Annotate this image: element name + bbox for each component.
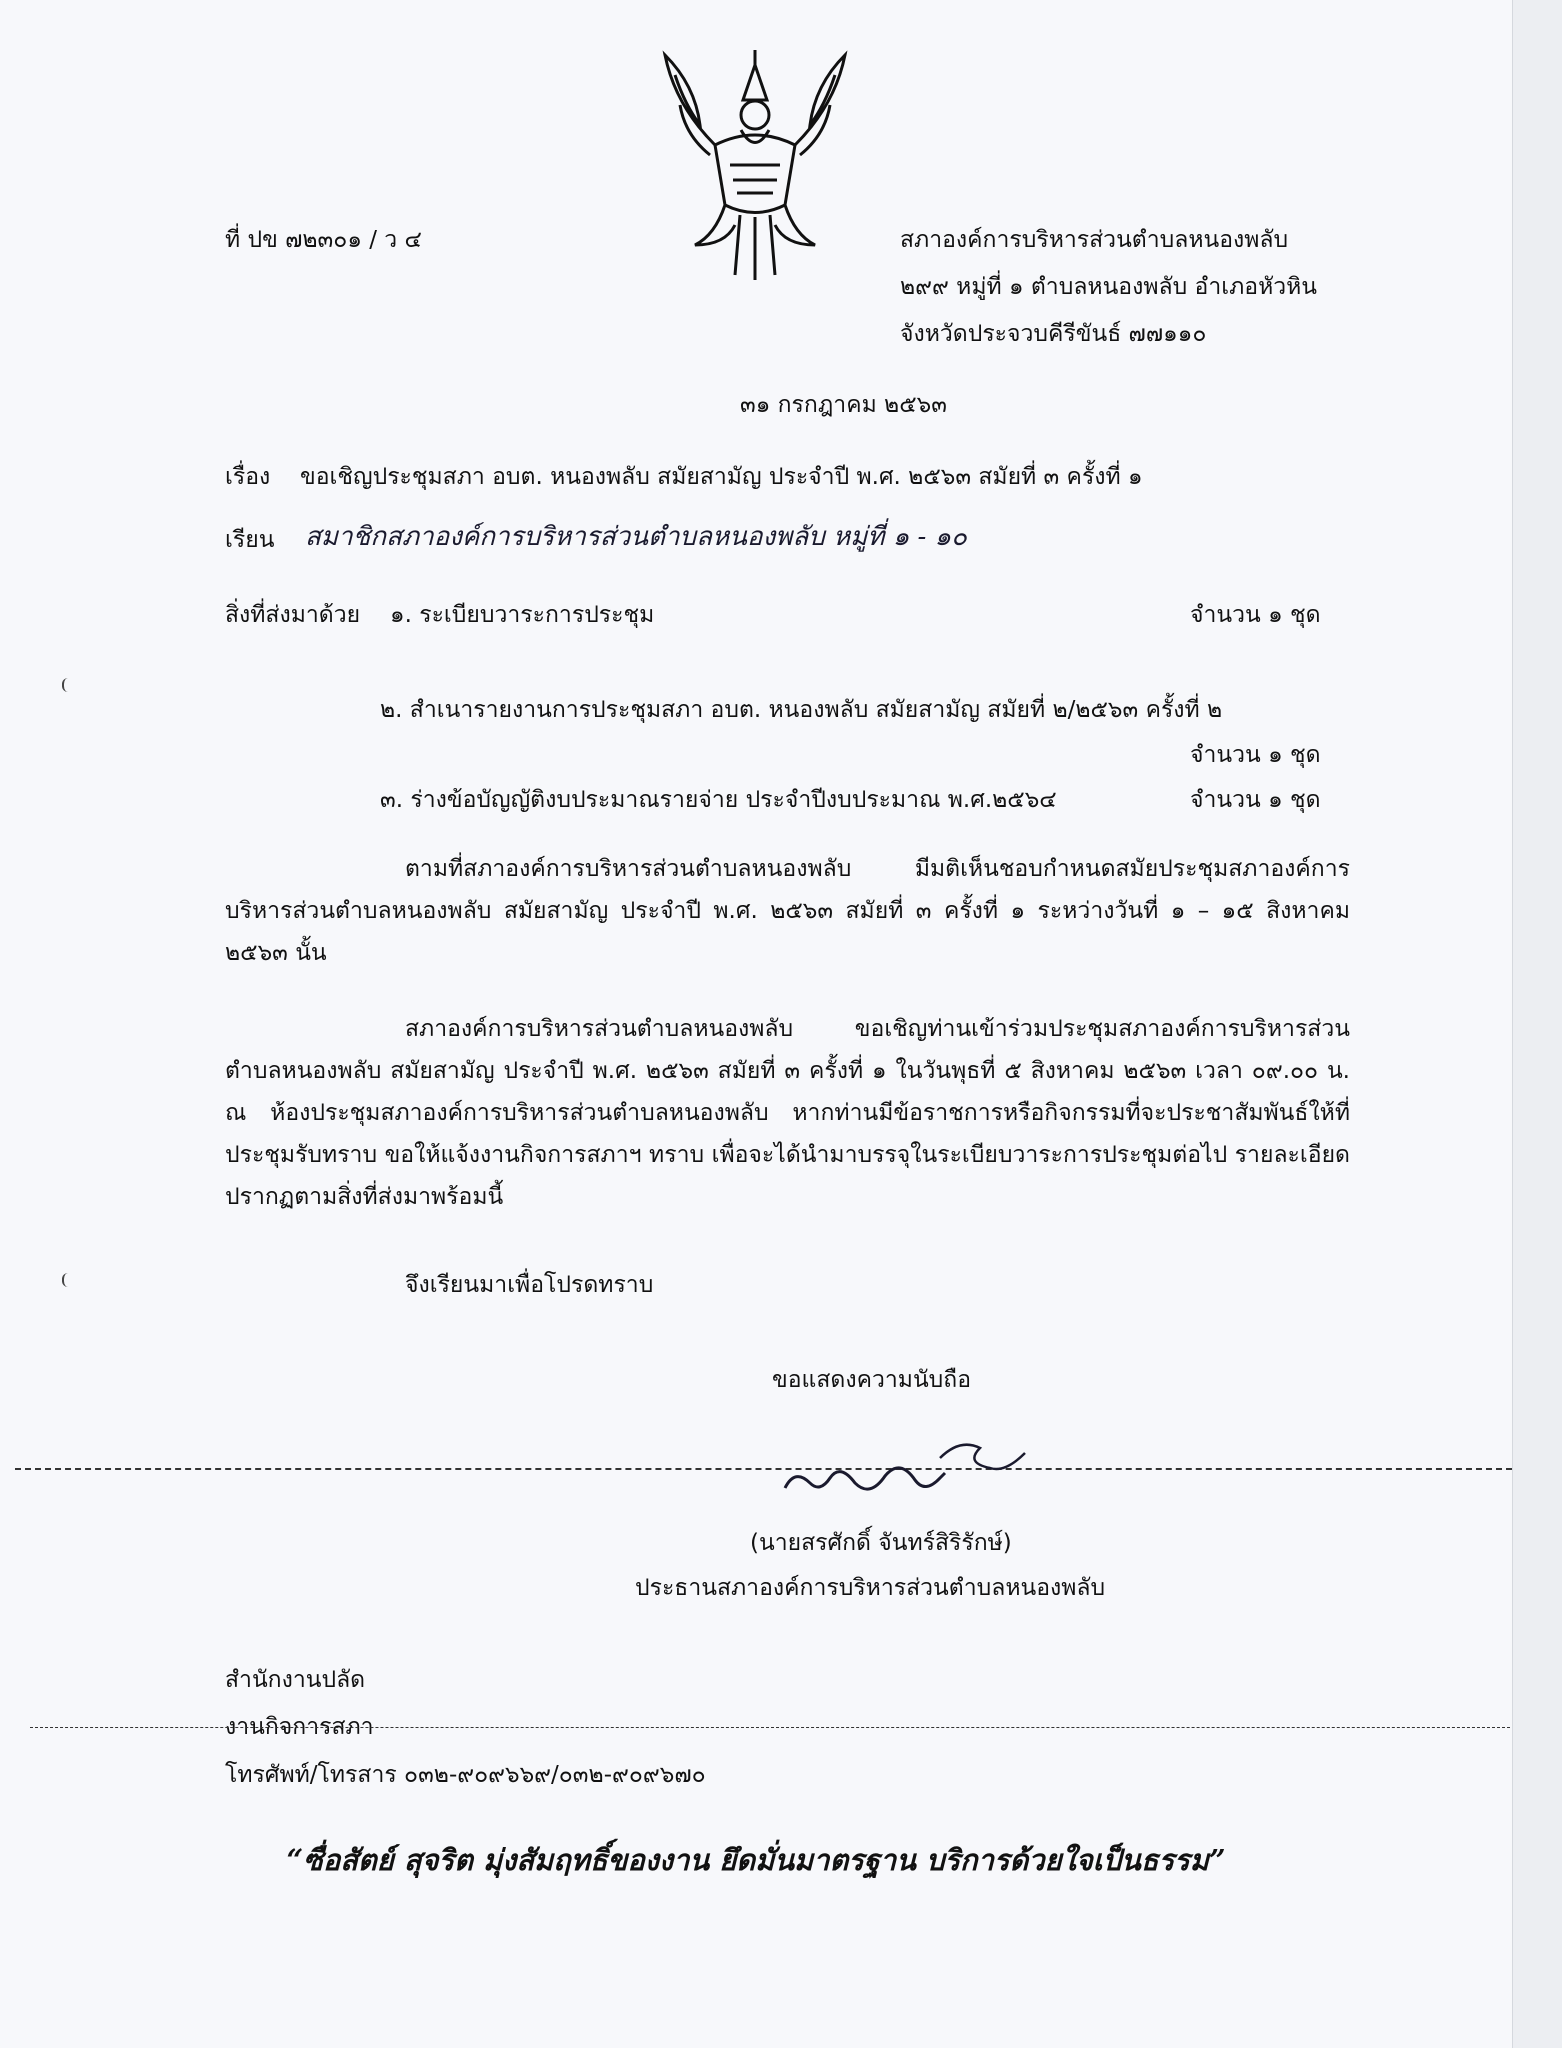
body-paragraph-2-text: สภาองค์การบริหารส่วนตำบลหนองพลับ ขอเชิญท่านเข้าร่วมประชุมสภาองค์การบริหารส่วนตำบลหนองพลับ สมัยสามัญ ประจำปี พ.ศ. ๒๕๖๓ สมัยที่ ๓ ครั้งที่ ๑ ในวันพุธที่ ๕ สิงหาคม ๒๕๖๓ เวลา ๐๙.๐๐ น. ณ ห้องประชุมสภาองค์การบริหารส่วนตำบลหนองพลับ หากท่านมีข้อราชการหรือกิจกรรมที่จะประชาสัมพันธ์ให้ที่ประชุมรับทราบ ขอให้แจ้งงานกิจการสภาฯ ทราบ เพื่อจะได้นำมาบรรจุในระเบียบวาระการประชุมต่อไป รายละเอียดปรากฏตามสิ่งที่ส่งมาพร้อมนี้: [225, 1016, 1350, 1210]
enclosure-qty-2: จำนวน ๑ ชุด: [1190, 742, 1321, 768]
recipient-handwritten: สมาชิกสภาองค์การบริหารส่วนตำบลหนองพลับ หมู่ที่ ๑ - ๑๐: [305, 522, 967, 552]
section-name: งานกิจการสภา: [225, 1714, 374, 1740]
scan-artifact-line-1: [15, 1468, 1512, 1470]
recipient-label: เรียน: [225, 527, 275, 553]
letter-date: ๓๑ กรกฎาคม ๒๕๖๓: [740, 392, 947, 418]
org-name: สภาองค์การบริหารส่วนตำบลหนองพลับ: [900, 227, 1289, 253]
scan-mark: [62, 1273, 74, 1287]
office-name: สำนักงานปลัด: [225, 1667, 366, 1693]
garuda-emblem-icon: [655, 45, 855, 285]
handwritten-signature: [775, 1428, 1035, 1508]
phone-fax: โทรศัพท์/โทรสาร ๐๓๒-๙๐๙๖๖๙/๐๓๒-๙๐๙๖๗๐: [225, 1762, 706, 1788]
signatory-title: ประธานสภาองค์การบริหารส่วนตำบลหนองพลับ: [635, 1575, 1106, 1601]
body-paragraph-1: [225, 848, 1350, 974]
body-paragraph-1-text: ตามที่สภาองค์การบริหารส่วนตำบลหนองพลับ มีมติเห็นชอบกำหนดสมัยประชุมสภาองค์การบริหารส่วนตำบลหนองพลับ สมัยสามัญ ประจำปี พ.ศ. ๒๕๖๓ สมัยที่ ๓ ครั้งที่ ๑ ระหว่างวันที่ ๑ – ๑๕ สิงหาคม ๒๕๖๓ นั้น: [225, 856, 1350, 966]
enclosure-qty-1: จำนวน ๑ ชุด: [1190, 602, 1321, 628]
body-paragraph-2: [225, 1008, 1350, 1218]
scan-page-edge: [1512, 0, 1562, 2048]
reference-number: ที่ ปข ๗๒๓๐๑ / ว ๔: [225, 227, 422, 253]
enclosure-item-3: ๓. ร่างข้อบัญญัติงบประมาณรายจ่าย ประจำปีงบประมาณ พ.ศ.๒๕๖๔: [380, 787, 1057, 813]
motto: “ซื่อสัตย์ สุจริต มุ่งสัมฤทธิ์ของงาน ยึดมั่นมาตรฐาน บริการด้วยใจเป็นธรรม”: [286, 1843, 1226, 1877]
enclosure-qty-3: จำนวน ๑ ชุด: [1190, 787, 1321, 813]
signatory-name: (นายสรศักดิ์ จันทร์สิริรักษ์): [750, 1530, 1012, 1556]
subject-label: เรื่อง: [225, 464, 271, 490]
address-line-1: ๒๙๙ หมู่ที่ ๑ ตำบลหนองพลับ อำเภอหัวหิน: [900, 274, 1318, 300]
enclosures-label: สิ่งที่ส่งมาด้วย: [225, 602, 361, 628]
salutation: ขอแสดงความนับถือ: [772, 1367, 972, 1393]
scan-mark: [62, 678, 74, 692]
enclosure-item-2: ๒. สำเนารายงานการประชุมสภา อบต. หนองพลับ สมัยสามัญ สมัยที่ ๒/๒๕๖๓ ครั้งที่ ๒: [380, 697, 1223, 723]
closing-line: จึงเรียนมาเพื่อโปรดทราบ: [405, 1272, 654, 1298]
subject-text: ขอเชิญประชุมสภา อบต. หนองพลับ สมัยสามัญ ประจำปี พ.ศ. ๒๕๖๓ สมัยที่ ๓ ครั้งที่ ๑: [300, 464, 1143, 490]
scan-artifact-line-2: [30, 1727, 1510, 1728]
address-line-2: จังหวัดประจวบคีรีขันธ์ ๗๗๑๑๐: [900, 321, 1207, 347]
enclosure-item-1: ๑. ระเบียบวาระการประชุม: [390, 602, 655, 628]
